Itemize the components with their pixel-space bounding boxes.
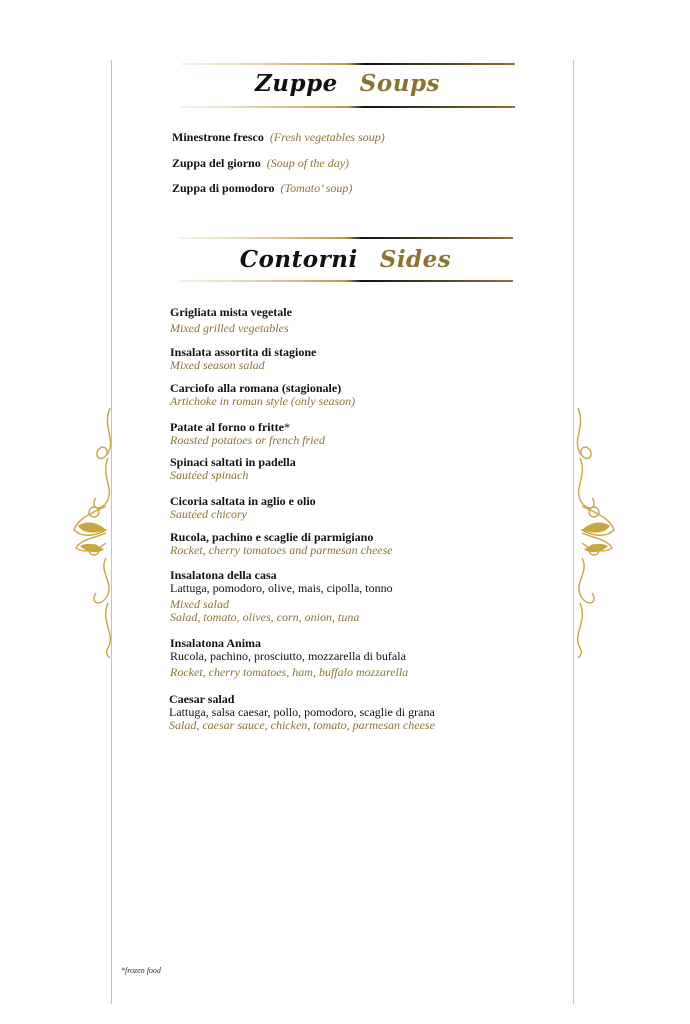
side-name: Carciofo alla romana (stagionale) [170, 381, 342, 395]
left-flourish-ornament [72, 408, 118, 658]
frozen-star: * [283, 420, 290, 434]
side-item [170, 531, 393, 557]
side-item [170, 346, 316, 372]
side-english-description: Salad, tomato, olives, corn, onion, tuna [170, 610, 360, 624]
soup-item [172, 131, 385, 144]
side-item [170, 637, 408, 679]
soups-title-english: Soups [359, 70, 441, 97]
sides-section-header [178, 234, 513, 286]
side-description: Lattuga, pomodoro, olive, mais, cipolla, tonno [170, 581, 393, 595]
side-english: Rocket, cherry tomatoes and parmesan cheese [170, 543, 393, 557]
side-english: Mixed season salad [170, 358, 265, 372]
side-item [170, 306, 292, 335]
side-description: Rucola, pachino, prosciutto, mozzarella di bufala [170, 649, 406, 663]
soup-item [172, 157, 385, 170]
side-english: Sautéed chicory [170, 507, 247, 521]
side-name: Grigliata mista vegetale [170, 305, 292, 319]
soup-english: (Fresh vegetables soup) [269, 130, 385, 144]
soup-english: (Soup of the day) [266, 155, 350, 170]
side-name: Insalata assortita di stagione [170, 345, 317, 359]
soup-name: Minestrone fresco [172, 130, 264, 144]
soup-english: (Tomato’ soup) [280, 181, 353, 195]
soup-item [172, 182, 385, 195]
right-flourish-ornament [570, 408, 616, 658]
side-english: Mixed salad [170, 597, 229, 611]
side-english: Rocket, cherry tomatoes, ham, buffalo mozzarella [170, 665, 409, 679]
side-description: Lattuga, salsa caesar, pollo, pomodoro, scaglie di grana [169, 705, 435, 719]
soup-name: Zuppa del giorno [172, 155, 261, 170]
side-name: Spinaci saltati in padella [170, 455, 296, 469]
side-name: Insalatona Anima [170, 636, 262, 650]
side-name: Cicoria saltata in aglio e olio [170, 494, 316, 508]
sides-title-english: Sides [379, 246, 452, 273]
soup-name: Zuppa di pomodoro [172, 181, 275, 195]
soups-list [172, 131, 385, 208]
side-english: Roasted potatoes or french fried [170, 433, 325, 447]
side-item [170, 382, 355, 408]
side-english: Artichoke in roman style (only season) [170, 394, 356, 408]
soups-title-italian: Zuppe [254, 70, 338, 97]
side-english: Sautéed spinach [170, 468, 249, 482]
sides-title-italian: Contorni [239, 246, 358, 273]
side-name: Caesar salad [169, 692, 235, 706]
side-english: Salad, caesar sauce, chicken, tomato, parmesan cheese [169, 718, 435, 732]
side-item [170, 569, 393, 624]
soups-section-header [180, 60, 515, 112]
side-item [169, 693, 435, 732]
side-item [170, 495, 316, 521]
side-name: Patate al forno o fritte [170, 420, 284, 434]
side-item [170, 421, 325, 447]
frozen-food-footnote: *frozen food [121, 966, 161, 975]
side-name: Insalatona della casa [170, 568, 277, 582]
side-item [170, 456, 296, 482]
side-english: Mixed grilled vegetables [170, 321, 289, 335]
side-name: Rucola, pachino e scaglie di parmigiano [170, 530, 374, 544]
